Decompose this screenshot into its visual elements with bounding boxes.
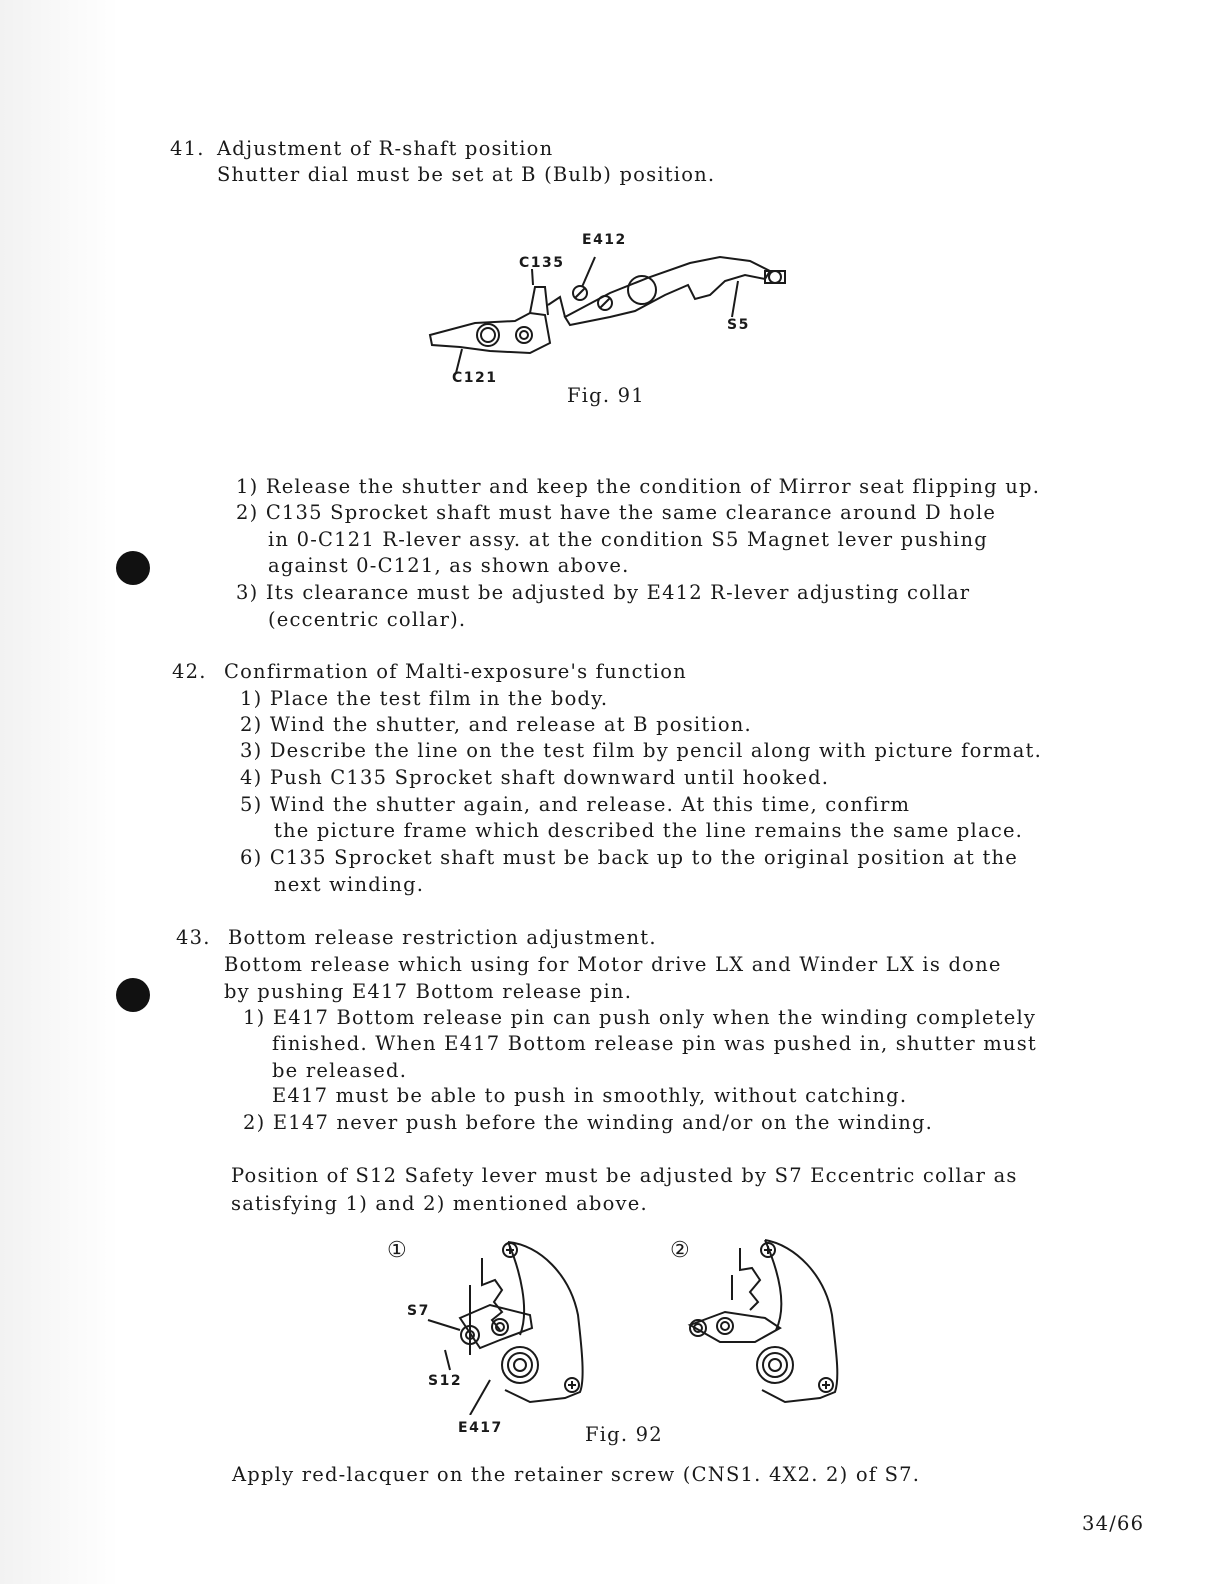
- section-42-step-6-cont: next winding.: [274, 873, 425, 896]
- section-43-step-1-cont-2: be released.: [272, 1059, 408, 1082]
- section-42-step-4: 4) Push C135 Sprocket shaft downward until hooked.: [240, 766, 830, 789]
- section-43-intro-2: by pushing E417 Bottom release pin.: [224, 980, 633, 1003]
- scan-edge-shadow: [0, 0, 120, 1584]
- section-42-title: Confirmation of Malti-exposure's function: [224, 660, 687, 683]
- section-43-note: Apply red-lacquer on the retainer screw (CNS1. 4X2. 2) of S7.: [232, 1463, 921, 1486]
- fig-92-caption: Fig. 92: [585, 1423, 663, 1446]
- section-41-step-1: 1) Release the shutter and keep the condition of Mirror seat flipping up.: [236, 475, 1041, 498]
- section-41-step-3-cont: (eccentric collar).: [268, 608, 467, 631]
- section-41-number: 41.: [170, 137, 205, 160]
- fig-91-label-s5: S5: [727, 317, 750, 333]
- fig-92-label-e417: E417: [458, 1420, 503, 1436]
- section-42-step-5-cont: the picture frame which described the line remains the same place.: [274, 819, 1024, 842]
- fig-92-marker-2: ②: [670, 1238, 691, 1263]
- section-43-title: Bottom release restriction adjustment.: [228, 926, 657, 949]
- section-41-title: Adjustment of R-shaft position: [217, 137, 554, 160]
- page-number: 34/66: [1082, 1512, 1145, 1535]
- section-42-step-3: 3) Describe the line on the test film by pencil along with picture format.: [240, 739, 1042, 762]
- section-42-step-1: 1) Place the test film in the body.: [240, 687, 609, 710]
- fig-91-label-e412: E412: [582, 232, 627, 248]
- fig-91-label-c121: C121: [452, 370, 498, 386]
- section-41-subtitle: Shutter dial must be set at B (Bulb) position.: [217, 163, 716, 186]
- fig-91-label-c135: C135: [519, 255, 565, 271]
- fig-92-drawing-2: [680, 1230, 850, 1415]
- fig-92-label-s12: S12: [428, 1373, 463, 1389]
- section-43-step-1-cont-3: E417 must be able to push in smoothly, without catching.: [272, 1084, 908, 1107]
- section-42-step-6: 6) C135 Sprocket shaft must be back up to the original position at the: [240, 846, 1018, 869]
- section-42-step-2: 2) Wind the shutter, and release at B position.: [240, 713, 752, 736]
- section-41-step-2-cont-2: against 0-C121, as shown above.: [268, 554, 630, 577]
- section-43-position-1: Position of S12 Safety lever must be adjusted by S7 Eccentric collar as: [231, 1164, 1018, 1187]
- punch-hole-bottom: [116, 978, 150, 1012]
- section-43-step-2: 2) E147 never push before the winding and/or on the winding.: [243, 1111, 934, 1134]
- fig-91-caption: Fig. 91: [567, 384, 645, 407]
- section-42-step-5: 5) Wind the shutter again, and release. At this time, confirm: [240, 793, 911, 816]
- section-43-intro-1: Bottom release which using for Motor drive LX and Winder LX is done: [224, 953, 1002, 976]
- section-42-number: 42.: [172, 660, 207, 683]
- section-41-step-2: 2) C135 Sprocket shaft must have the same clearance around D hole: [236, 501, 997, 524]
- section-43-number: 43.: [176, 926, 211, 949]
- section-41-step-2-cont-1: in 0-C121 R-lever assy. at the condition S5 Magnet lever pushing: [268, 528, 988, 551]
- section-41-step-3: 3) Its clearance must be adjusted by E412 R-lever adjusting collar: [236, 581, 971, 604]
- section-43-step-1-cont-1: finished. When E417 Bottom release pin was pushed in, shutter must: [272, 1032, 1037, 1055]
- section-43-step-1: 1) E417 Bottom release pin can push only when the winding completely: [243, 1006, 1037, 1029]
- punch-hole-top: [116, 551, 150, 585]
- fig-91-drawing: [420, 225, 800, 390]
- section-43-position-2: satisfying 1) and 2) mentioned above.: [231, 1192, 648, 1215]
- fig-92-marker-1: ①: [387, 1238, 408, 1263]
- fig-92-label-s7: S7: [407, 1303, 430, 1319]
